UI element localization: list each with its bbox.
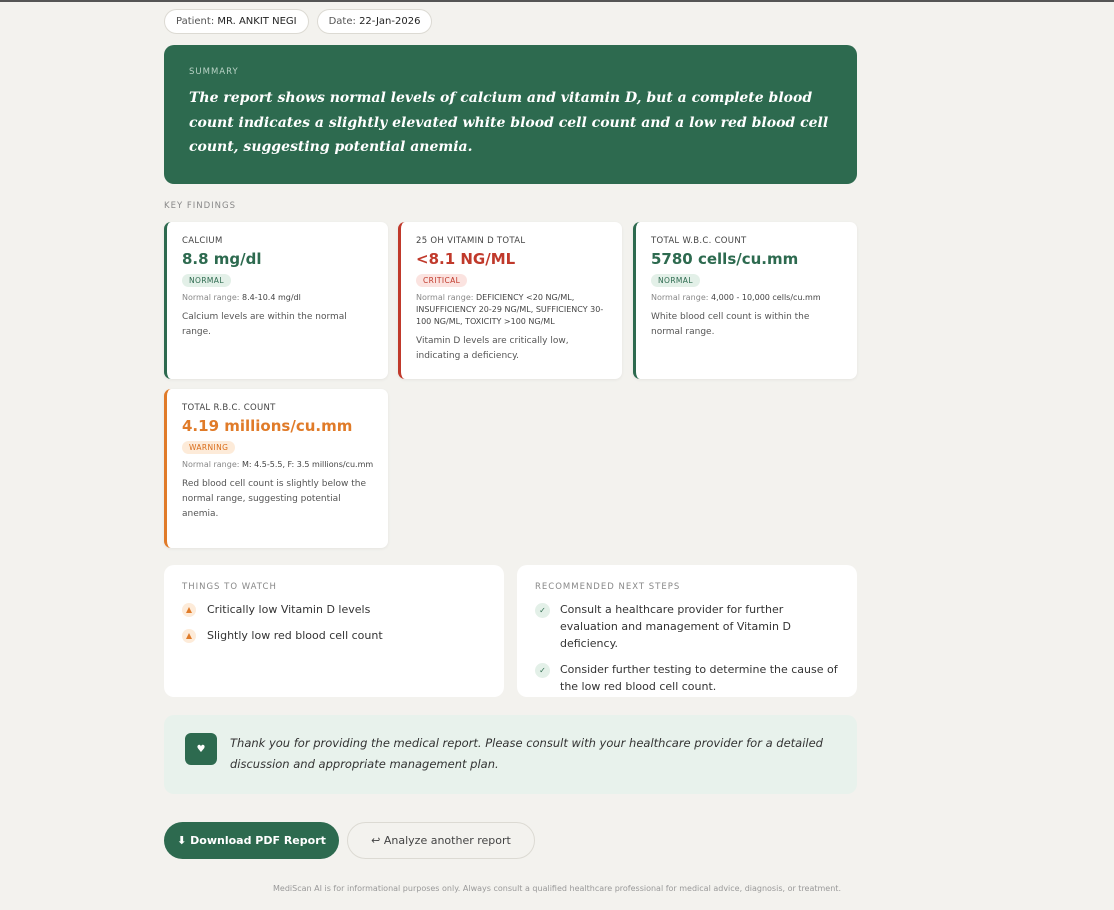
normal-range-label: Normal range: (182, 293, 240, 302)
status-badge: WARNING (182, 441, 235, 454)
warning-icon (182, 629, 196, 643)
normal-range-label: Normal range: (651, 293, 709, 302)
things-to-watch-label: THINGS TO WATCH (182, 582, 277, 592)
normal-range (182, 292, 374, 304)
next-steps-label: RECOMMENDED NEXT STEPS (535, 582, 681, 592)
finding-value: 4.19 millions/cu.mm (182, 417, 353, 435)
watch-item-text: Slightly low red blood cell count (207, 629, 383, 642)
report-meta (164, 9, 432, 34)
list-item (535, 601, 839, 652)
list-item (182, 627, 486, 644)
normal-range (416, 292, 608, 328)
finding-card-wbc (633, 222, 857, 379)
warning-icon (182, 603, 196, 617)
finding-description: White blood cell count is within the normal range. (651, 312, 810, 337)
list-item (182, 601, 486, 618)
watch-list (182, 601, 486, 644)
finding-name: 25 OH VITAMIN D TOTAL (416, 236, 526, 246)
heart-icon: ♥ (185, 733, 217, 765)
normal-range-value: 8.4-10.4 mg/dl (242, 293, 301, 302)
finding-card-calcium (164, 222, 388, 379)
status-badge: CRITICAL (416, 274, 467, 287)
date-chip (317, 9, 433, 34)
normal-range-label: Normal range: (416, 293, 474, 302)
patient-chip (164, 9, 309, 34)
status-badge: NORMAL (651, 274, 700, 287)
normal-range-label: Normal range: (182, 460, 240, 469)
check-icon: ✓ (535, 603, 550, 618)
normal-range-value: M: 4.5-5.5, F: 3.5 millions/cu.mm (242, 460, 374, 469)
things-to-watch-panel (164, 565, 504, 697)
download-pdf-button[interactable]: ⬇ Download PDF Report (164, 822, 339, 859)
date-label: Date: (328, 16, 356, 27)
next-steps-list (535, 601, 839, 695)
normal-range (182, 459, 374, 471)
finding-card-rbc (164, 389, 388, 548)
date-value: 22-Jan-2026 (359, 16, 421, 27)
patient-label: Patient: (176, 16, 215, 27)
patient-name: MR. ANKIT NEGI (217, 16, 297, 27)
analyze-another-button[interactable]: ↩ Analyze another report (347, 822, 535, 859)
finding-card-vitamin-d (398, 222, 622, 379)
status-badge: NORMAL (182, 274, 231, 287)
thank-you-text: Thank you for providing the medical report. Please consult with your healthcare provider for a detailed discussion and appropriate management plan. (230, 736, 823, 771)
summary-card (164, 45, 857, 184)
finding-value: <8.1 NG/ML (416, 250, 516, 268)
disclaimer-footer: MediScan AI is for informational purposes only. Always consult a qualified healthcare professional for medical advice, diagnosis, or treatment. (273, 884, 841, 893)
finding-description: Vitamin D levels are critically low, indicating a deficiency. (416, 336, 569, 361)
watch-item-text: Critically low Vitamin D levels (207, 603, 371, 616)
thank-you-note (164, 715, 857, 794)
finding-name: TOTAL W.B.C. COUNT (651, 236, 747, 246)
finding-value: 8.8 mg/dl (182, 250, 262, 268)
list-item (535, 661, 839, 695)
finding-value: 5780 cells/cu.mm (651, 250, 799, 268)
top-divider (0, 0, 1114, 2)
next-steps-panel (517, 565, 857, 697)
finding-name: CALCIUM (182, 236, 223, 246)
summary-label: SUMMARY (189, 67, 239, 77)
key-findings-label: KEY FINDINGS (164, 201, 236, 211)
normal-range-value: DEFICIENCY <20 NG/ML, INSUFFICIENCY 20-29 NG/ML, SUFFICIENCY 30-100 NG/ML, TOXICITY >100 NG/ML (416, 293, 604, 326)
next-step-text: Consider further testing to determine the cause of the low red blood cell count. (560, 663, 838, 693)
normal-range-value: 4,000 - 10,000 cells/cu.mm (711, 293, 821, 302)
finding-description: Red blood cell count is slightly below the normal range, suggesting potential anemia. (182, 479, 366, 519)
check-icon: ✓ (535, 663, 550, 678)
finding-name: TOTAL R.B.C. COUNT (182, 403, 276, 413)
summary-text: The report shows normal levels of calcium and vitamin D, but a complete blood count indicates a slightly elevated white blood cell count and a low red blood cell count, suggesting potential anemia. (189, 90, 829, 155)
finding-description: Calcium levels are within the normal range. (182, 312, 347, 337)
normal-range (651, 292, 843, 304)
next-step-text: Consult a healthcare provider for further evaluation and management of Vitamin D deficiency. (560, 603, 791, 650)
